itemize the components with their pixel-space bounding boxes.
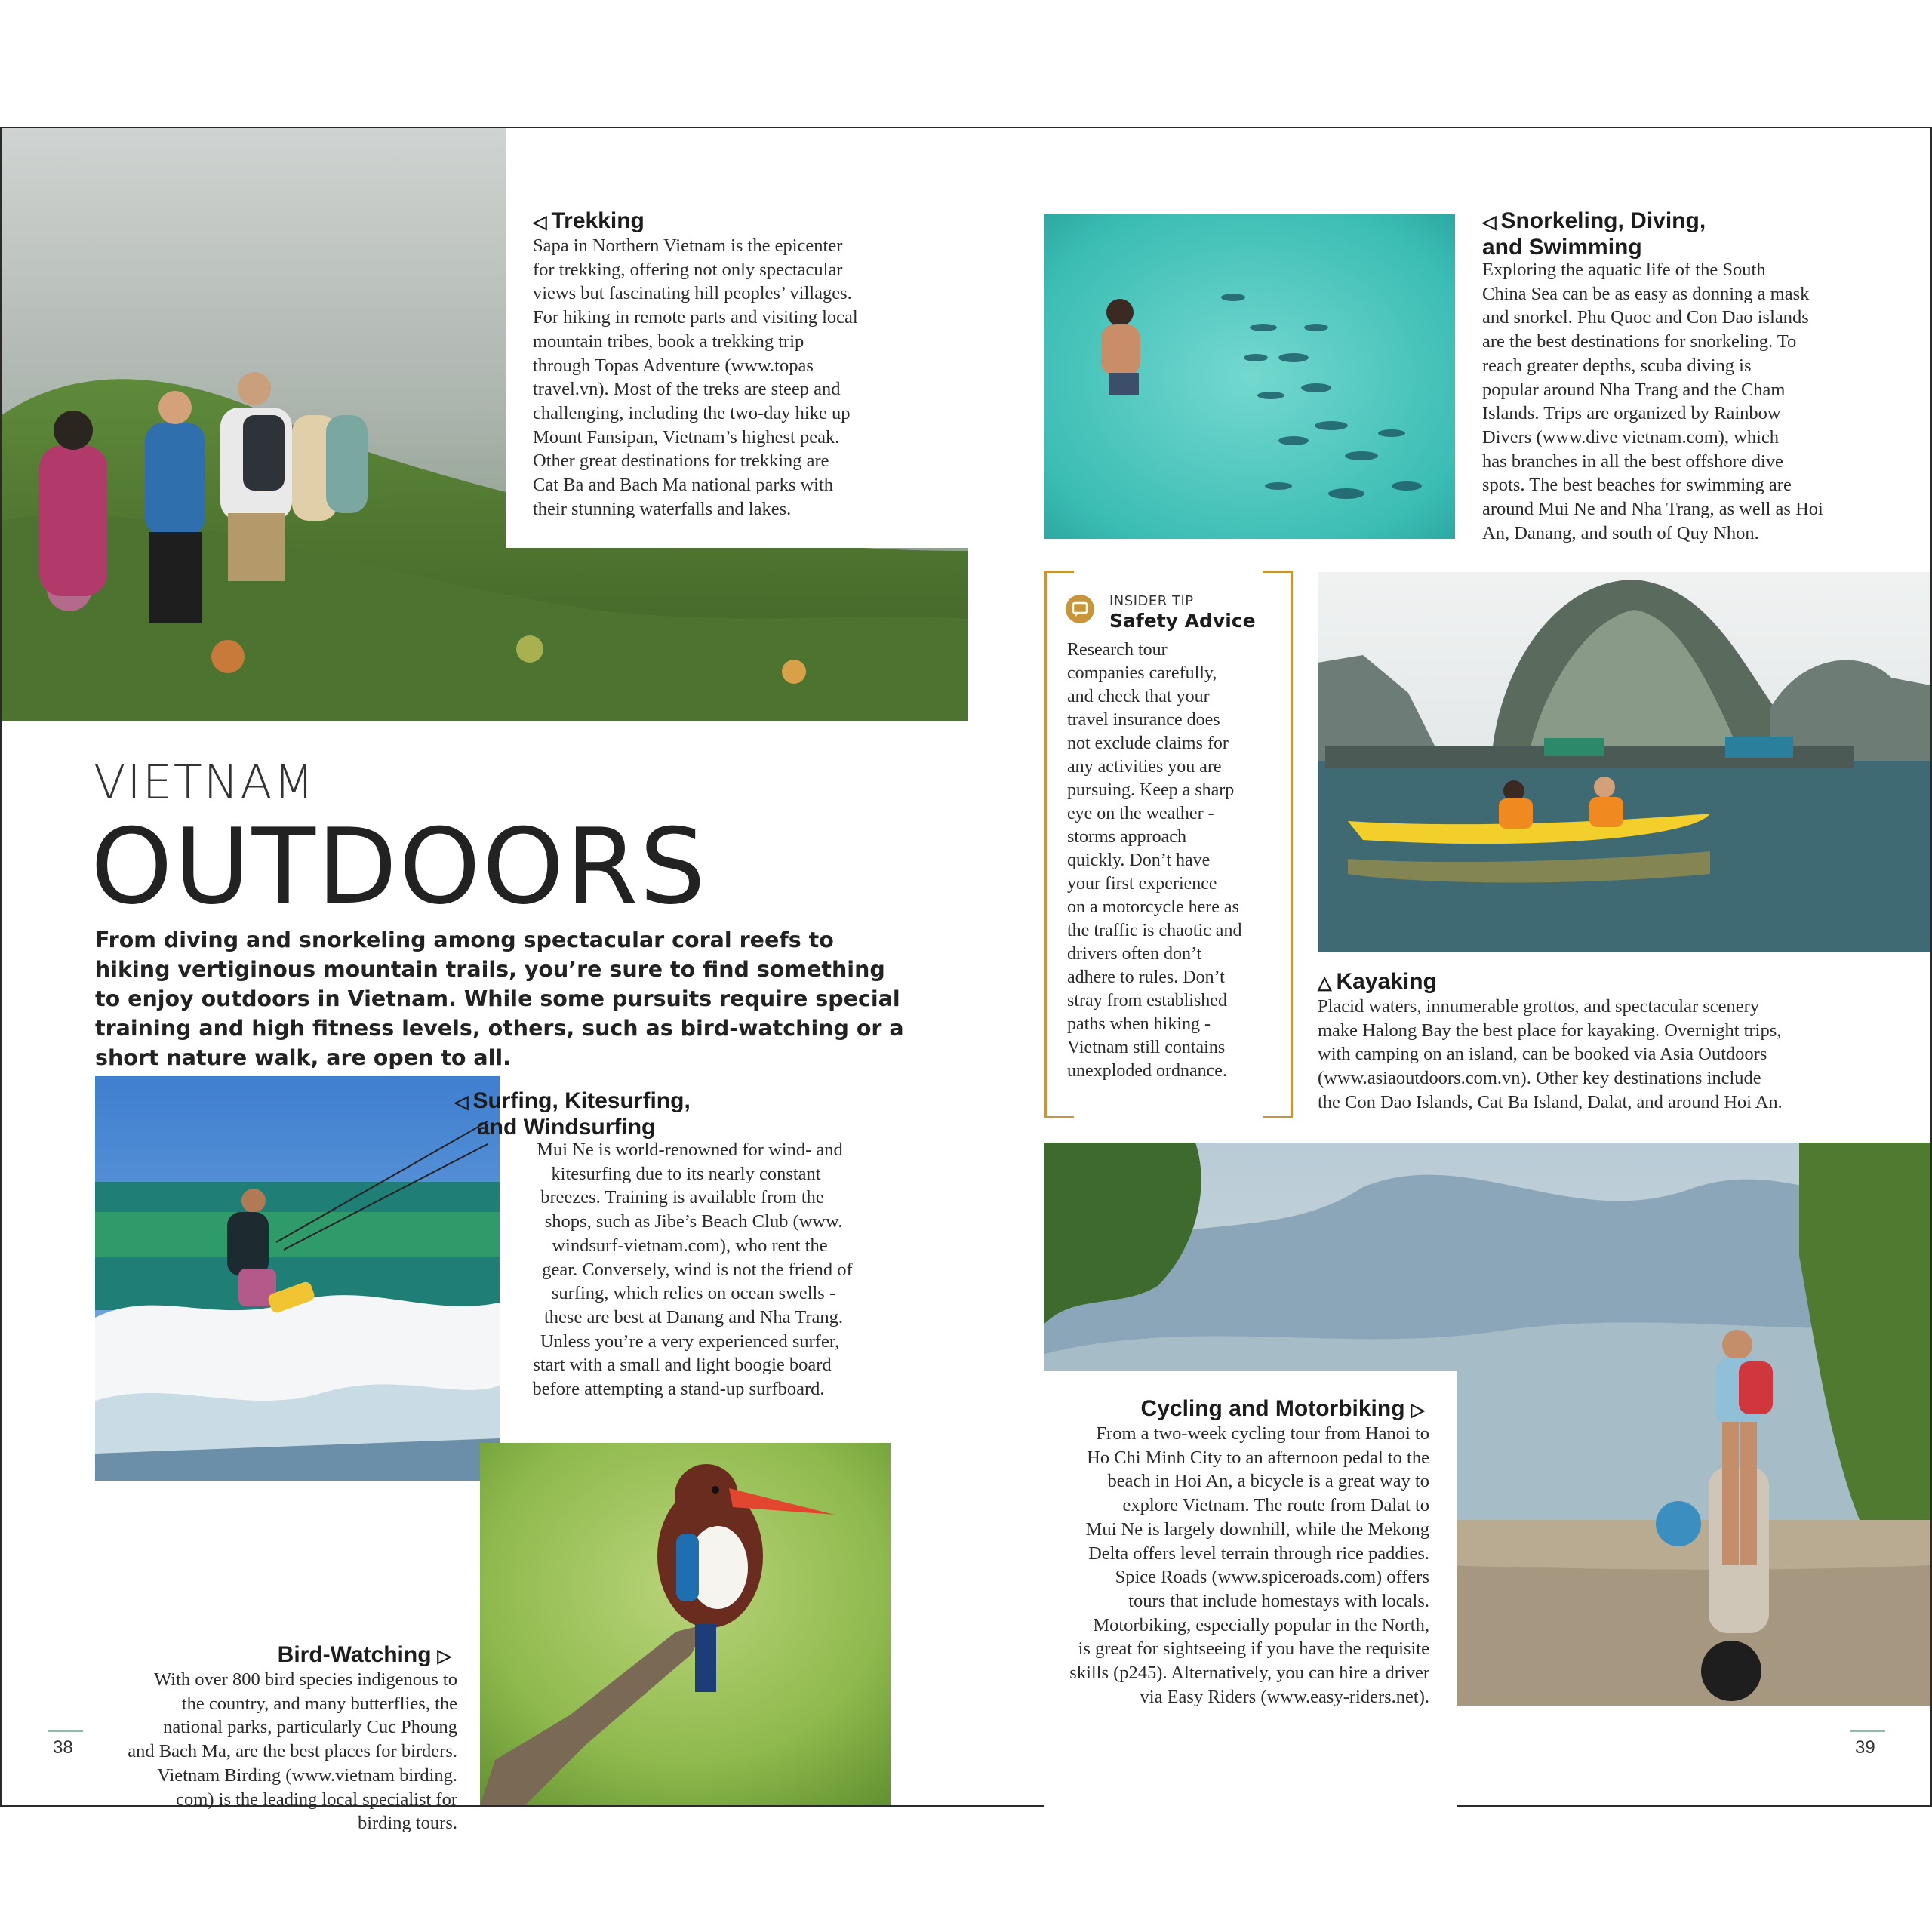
kayaking-heading: △ Kayaking [1318, 969, 1437, 994]
title-vietnam: VIETNAM [94, 755, 316, 810]
page-bar-left [48, 1730, 83, 1732]
up-arrow-icon: △ [1318, 973, 1332, 993]
page-number-left: 38 [53, 1737, 73, 1758]
page-number-right: 39 [1855, 1737, 1875, 1758]
cycling-body: From a two-week cycling tour from Hanoi to Ho Chi Minh City to an afternoon pedal to the beach in Hoi An, a bicycle is a great way to explore Vietnam. The route from Dalat to Mui Ne is largely downhill, while the Mekong Delta offers level terrain through rice paddies. Spice Roads (www.spiceroads.com) offers tours that include homestays with locals. Motorbiking, especially popular in the North, is great for sightseeing if you have the requisite skills (p245). Alternatively, you can hire a driver via Easy Riders (www.easy-riders.net). [1069, 1423, 1429, 1707]
tip-title: Safety Advice [1109, 610, 1256, 632]
tip-body: Research tour companies carefully, and check that your travel insurance does not exclude claims for any activities you are pursuing. Keep a sharp eye on the weather - storms approach quickly. Don’t have your first experience on a motorcycle here as the traffic is chaotic and drivers often don’t adhere to rules. Don’t stray from established paths when hiking - Vietnam still contains unexploded ordnance. [1067, 640, 1242, 1081]
intro-paragraph: From diving and snorkeling among spectacular coral reefs to hiking vertiginous mountain trails, you’re sure to find something to enjoy outdoors in Vietnam. While some pursuits require special training and high fitness levels, others, such as bird-watching or a short nature walk, are open to all. [95, 928, 904, 1070]
trekking-body: Sapa in Northern Vietnam is the epicenter for trekking, offering not only spectacular views but fascinating hill peoples’ villages. For hiking in remote parts and visiting local mountain tribes, book a trekking trip through Topas Adventure (www.topas travel.vn). Most of the treks are steep and challenging, including the two-day hike up Mount Fansipan, Vietnam’s highest peak. Other great destinations for trekking are Cat Ba and Bach Ma national parks with their stunning waterfalls and lakes. [533, 235, 858, 519]
snorkeling-photo [1044, 214, 1455, 539]
right-arrow-icon: ▷ [437, 1646, 451, 1666]
left-arrow-icon: ◁ [1482, 212, 1497, 232]
kingfisher-photo [480, 1443, 891, 1805]
left-arrow-icon: ◁ [533, 212, 547, 232]
kitesurfing-photo [95, 1076, 500, 1481]
page-bar-right [1850, 1730, 1885, 1732]
birdwatching-body: With over 800 bird species indigenous to the country, and many butterflies, the national parks, particularly Cuc Phoung and Bach Ma, are the best places for birders. Vietnam Birding (www.vietnam birding. com) is the leading local specialist for birding tours. [128, 1669, 457, 1834]
birdwatching-heading: Bird-Watching ▷ [277, 1642, 451, 1667]
cycling-heading: Cycling and Motorbiking ▷ [1140, 1396, 1425, 1421]
trekking-heading: ◁ Trekking [533, 208, 645, 233]
left-arrow-icon: ◁ [454, 1092, 469, 1112]
right-arrow-icon: ▷ [1411, 1400, 1425, 1420]
snorkeling-heading: ◁ Snorkeling, Diving, and Swimming [1482, 208, 1706, 260]
snorkeling-body: Exploring the aquatic life of the South China Sea can be as easy as donning a mask and snorkel. Phu Quoc and Con Dao islands are the best destinations for snorkeling. To reach greater depths, scuba diving is popular around Nha Trang and the Cham Islands. Trips are organized by Rainbow Divers (www.dive vietnam.com), which has branches in all the best offshore dive spots. The best beaches for swimming are around Mui Ne and Nha Trang, as well as Hoi An, Danang, and south of Quy Nhon. [1482, 260, 1823, 543]
speech-bubble-icon [1066, 595, 1094, 623]
kayaking-photo [1318, 572, 1930, 952]
kayaking-body: Placid waters, innumerable grottos, and spectacular scenery make Halong Bay the best place for kayaking. Overnight trips, with camping on an island, can be booked via Asia Outdoors (www.asiaoutdoors.com.vn). Other key destinations include the Con Dao Islands, Cat Ba Island, Dalat, and around Hoi An. [1318, 996, 1783, 1112]
surfing-body: Mui Ne is world-renowned for wind- and kitesurfing due to its nearly constant breezes. Training is available from the shops, such as Jibe’s Beach Club (www. windsurf-vietnam.com), who rent the gear. Conversely, wind is not the friend of surfing, which relies on ocean swells - these are best at Danang and Nha Trang. Unless you’re a very experienced surfer, start with a small and light boogie board before attempting a stand-up surfboard. [532, 1140, 853, 1400]
surfing-heading: ◁ Surfing, Kitesurfing, and Windsurfing [454, 1088, 691, 1140]
book-spread [0, 127, 1932, 1834]
title-outdoors: OUTDOORS [91, 806, 707, 928]
tip-kicker: INSIDER TIP [1109, 593, 1194, 609]
